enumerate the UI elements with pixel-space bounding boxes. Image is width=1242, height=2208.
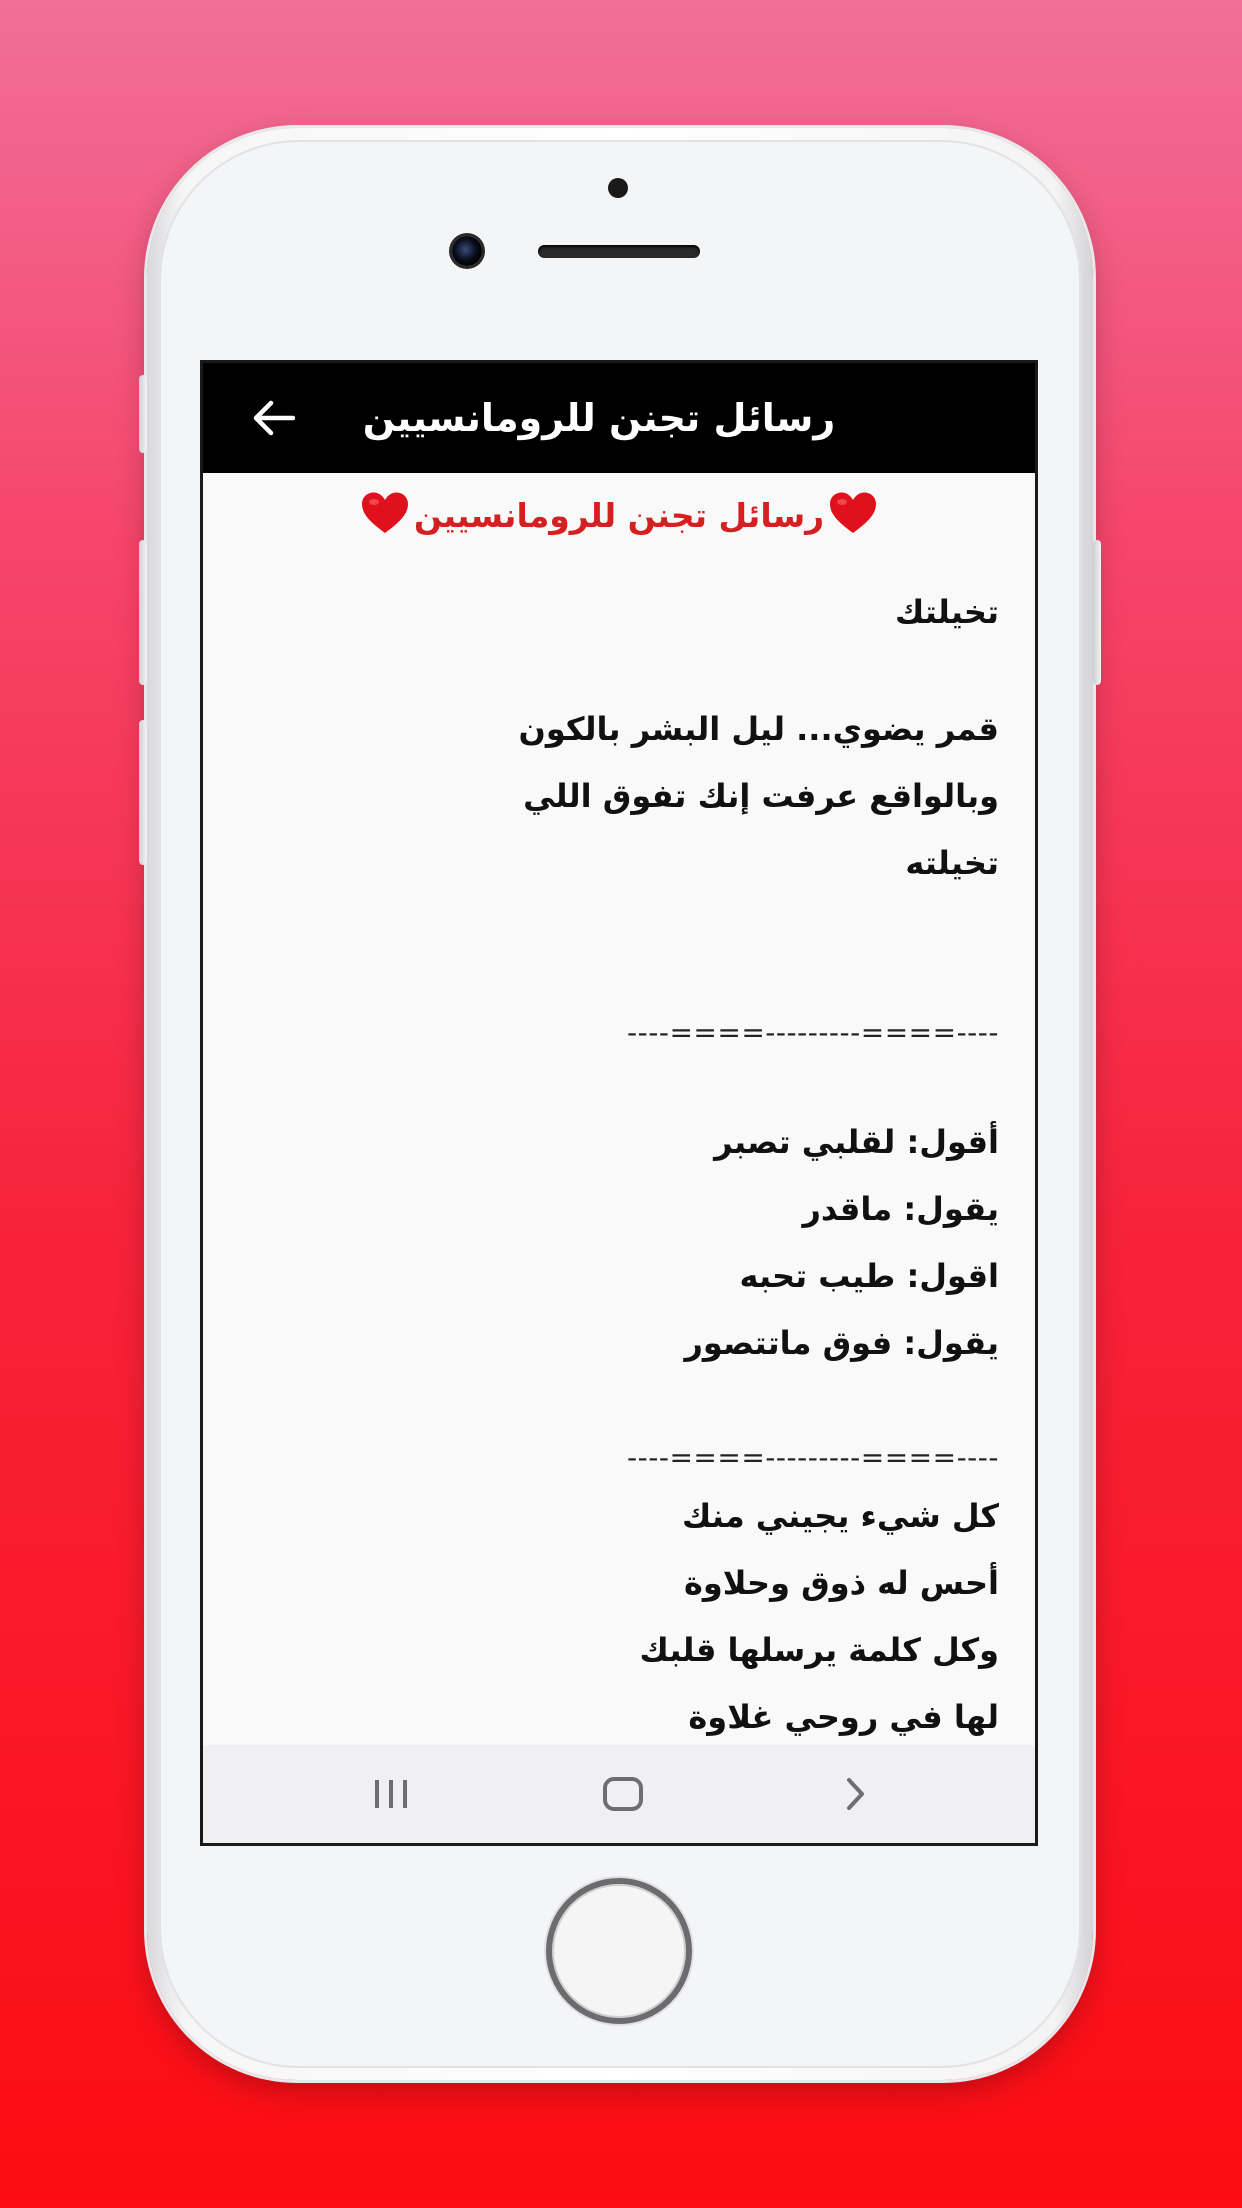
- app-screen: [200, 360, 1038, 1846]
- recent-apps-button[interactable]: [361, 1769, 421, 1819]
- message-line: تخيلتك: [894, 593, 999, 631]
- nav-back-button[interactable]: [825, 1769, 885, 1819]
- heart-icon: [360, 491, 410, 535]
- app-toolbar: [203, 363, 1035, 473]
- side-button-power: [1093, 540, 1101, 685]
- phone-home-button[interactable]: [546, 1878, 692, 2024]
- message-divider: ----====---------====----: [627, 1016, 999, 1049]
- side-button-volume-down: [139, 720, 147, 865]
- message-line: لها في روحي غلاوة: [688, 1698, 999, 1736]
- nav-back-icon: [840, 1775, 870, 1813]
- proximity-sensor: [608, 178, 628, 198]
- message-line: يقول: ماقدر: [802, 1190, 999, 1228]
- messages-content[interactable]: [203, 473, 1035, 1743]
- back-button[interactable]: [245, 390, 301, 446]
- message-line: تخيلته: [905, 844, 999, 882]
- side-button-mute: [139, 375, 147, 453]
- content-heading-text: رسائل تجنن للرومانسيين: [413, 496, 825, 535]
- front-camera: [452, 236, 482, 266]
- home-nav-button[interactable]: [593, 1769, 653, 1819]
- toolbar-title: رسائل تجنن للرومانسيين: [362, 396, 836, 440]
- content-heading: [203, 491, 1035, 535]
- home-icon: [601, 1775, 645, 1813]
- message-line: كل شيء يجيني منك: [681, 1497, 999, 1535]
- message-line: يقول: فوق ماتتصور: [684, 1324, 999, 1362]
- message-line: وكل كلمة يرسلها قلبك: [639, 1631, 999, 1669]
- recent-apps-icon: [371, 1777, 411, 1811]
- message-line: قمر يضوي... ليل البشر بالكون: [518, 710, 999, 748]
- message-line: أقول: لقلبي تصبر: [714, 1123, 999, 1161]
- message-line: وبالواقع عرفت إنك تفوق اللي: [523, 777, 999, 815]
- message-line: أحس له ذوق وحلاوة: [683, 1564, 999, 1602]
- arrow-left-icon: [251, 400, 295, 436]
- message-line: اقول: طيب تحبه: [739, 1257, 999, 1295]
- side-button-volume-up: [139, 540, 147, 685]
- system-nav-bar: [203, 1745, 1035, 1843]
- heart-icon: [828, 491, 878, 535]
- message-divider: ----====---------====----: [627, 1441, 999, 1474]
- earpiece-speaker: [538, 245, 700, 258]
